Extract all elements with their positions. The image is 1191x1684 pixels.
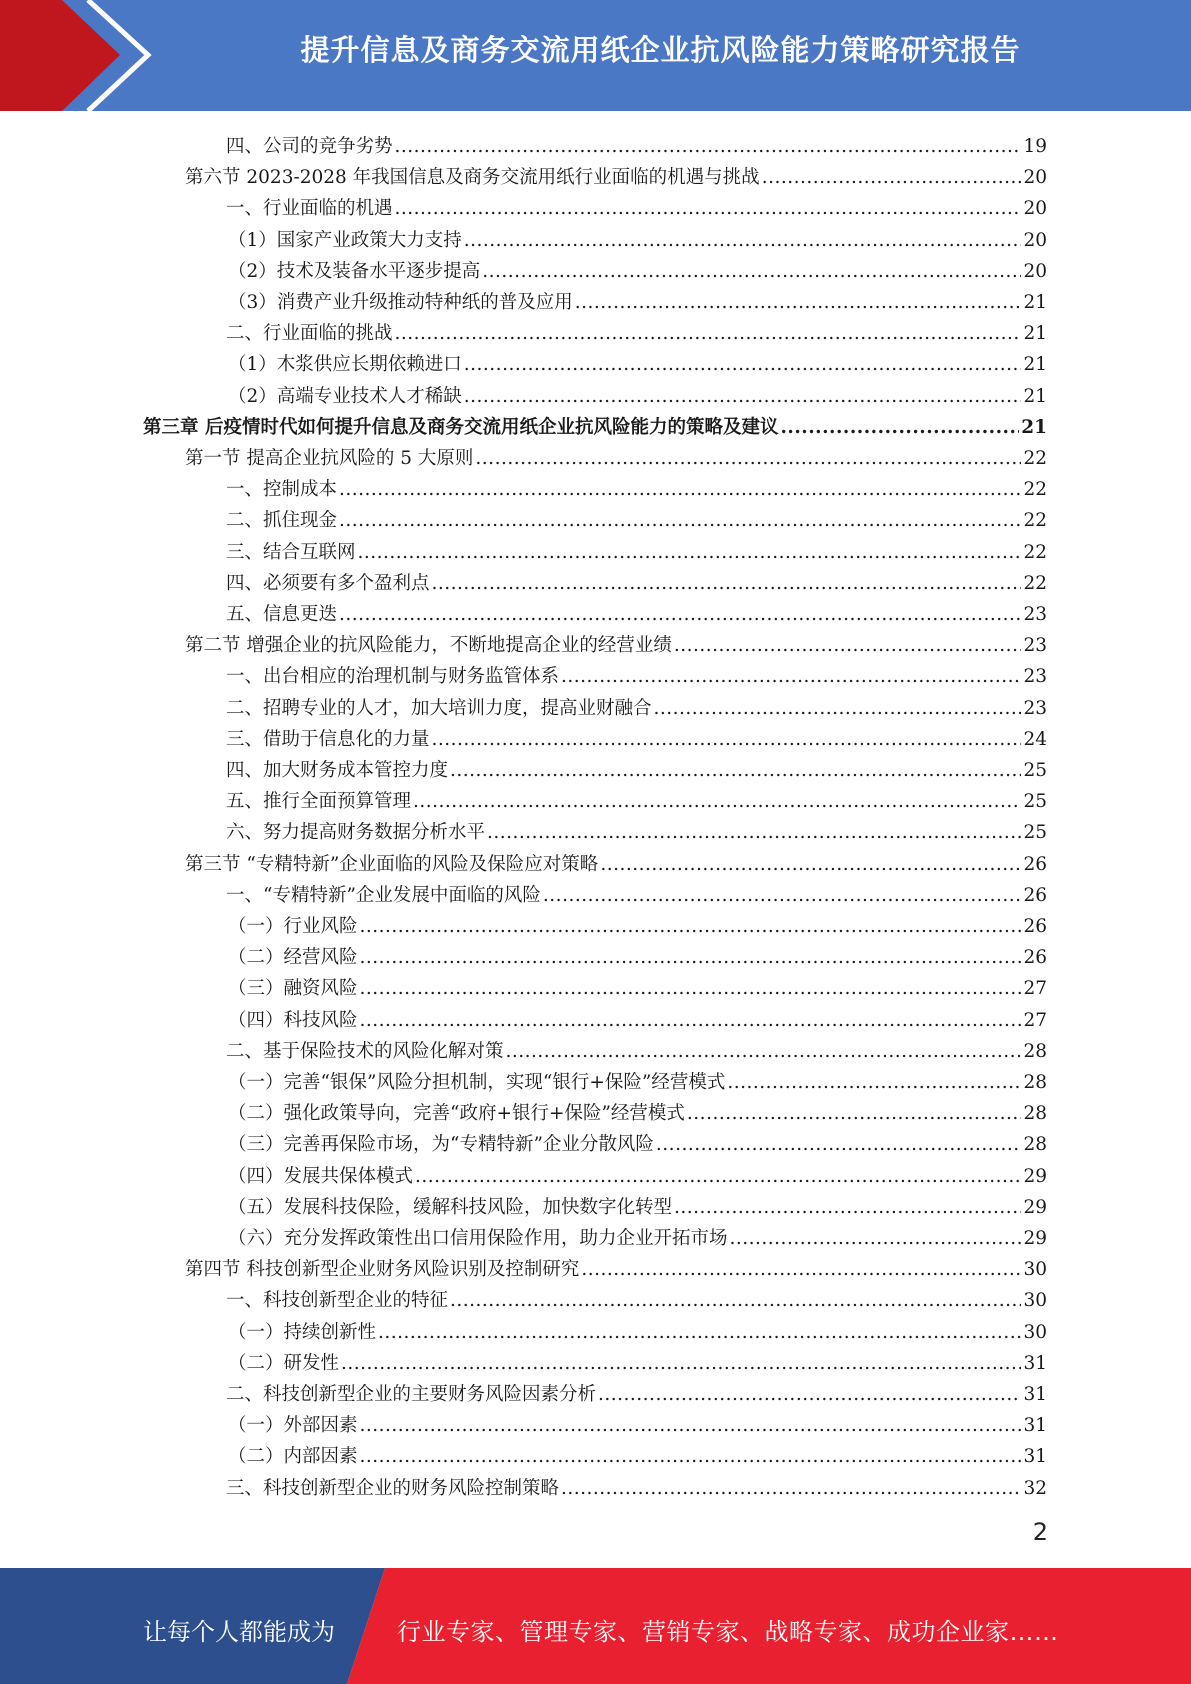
toc-entry[interactable]	[226, 190, 1047, 221]
toc-dot-leader	[487, 821, 1021, 845]
toc-entry-page: 22	[1023, 479, 1047, 501]
toc-entry-page: 32	[1023, 1477, 1047, 1499]
toc-dot-leader	[339, 603, 1021, 627]
toc-entry-page: 28	[1023, 1072, 1047, 1093]
toc-entry-page: 28	[1023, 1040, 1047, 1062]
toc-entry-title: 第一节 提高企业抗风险的 5 大原则	[185, 448, 474, 469]
toc-entry-page: 27	[1023, 1009, 1047, 1031]
toc-entry-page: 30	[1023, 1290, 1047, 1312]
toc-dot-leader	[413, 790, 1021, 814]
toc-entry[interactable]	[226, 1376, 1047, 1407]
toc-entry-page: 31	[1023, 1352, 1047, 1374]
toc-entry[interactable]	[228, 1438, 1047, 1469]
toc-entry[interactable]	[228, 1095, 1047, 1126]
toc-entry[interactable]	[226, 502, 1047, 533]
toc-entry-title: （五）发展科技保险，缓解科技风险，加快数字化转型	[228, 1196, 673, 1218]
toc-dot-leader	[687, 1102, 1022, 1126]
toc-entry[interactable]	[228, 1158, 1047, 1189]
toc-entry-page: 25	[1023, 760, 1047, 781]
toc-entry-page: 19	[1023, 136, 1047, 157]
toc-dot-leader	[600, 853, 1021, 877]
toc-entry-title: 二、科技创新型企业的主要财务风险因素分析	[226, 1384, 597, 1405]
toc-entry-page: 30	[1023, 1321, 1047, 1343]
toc-entry-page: 21	[1021, 416, 1047, 438]
toc-entry-title: （1）国家产业政策大力支持	[228, 229, 462, 251]
toc-entry-title: （2）高端专业技术人才稀缺	[228, 385, 462, 407]
toc-entry-page: 28	[1023, 1103, 1047, 1125]
toc-dot-leader	[432, 572, 1022, 596]
toc-entry-title: 第六节 2023-2028 年我国信息及商务交流用纸行业面临的机遇与挑战	[185, 167, 760, 189]
toc-entry-title: 二、招聘专业的人才，加大培训力度，提高业财融合	[226, 697, 652, 719]
toc-entry[interactable]	[228, 1002, 1047, 1033]
toc-entry-title: （一）行业风险	[228, 916, 358, 937]
toc-entry[interactable]	[226, 877, 1047, 908]
toc-dot-leader	[730, 1227, 1022, 1251]
toc-dot-leader	[395, 135, 1022, 159]
toc-entry-page: 31	[1023, 1415, 1047, 1437]
toc-entry-page: 20	[1023, 167, 1047, 189]
toc-entry-page: 23	[1023, 635, 1047, 657]
toc-entry-title: 一、行业面临的机遇	[226, 198, 393, 220]
toc-entry-page: 23	[1023, 604, 1047, 625]
footer-banner	[0, 1568, 1191, 1684]
toc-entry-title: 四、公司的竞争劣势	[226, 136, 393, 157]
toc-entry-title: （二）强化政策导向，完善“政府+银行+保险”经营模式	[228, 1103, 685, 1125]
page-number: 2	[1032, 1518, 1048, 1546]
toc-dot-leader	[395, 197, 1022, 221]
toc-entry[interactable]	[228, 1126, 1047, 1157]
toc-entry-title: 一、出台相应的治理机制与财务监管体系	[226, 666, 560, 688]
toc-dot-leader	[575, 291, 1022, 315]
toc-entry-title: （一）完善“银保”风险分担机制，实现“银行+保险”经营模式	[228, 1072, 726, 1093]
toc-entry-page: 26	[1023, 916, 1047, 937]
toc-dot-leader	[506, 1040, 1022, 1064]
toc-dot-leader	[464, 385, 1022, 409]
toc-entry[interactable]	[226, 814, 1047, 845]
toc-dot-leader	[561, 1477, 1021, 1501]
toc-entry-page: 20	[1023, 198, 1047, 220]
toc-entry-page: 22	[1023, 448, 1047, 469]
toc-dot-leader	[780, 416, 1019, 440]
toc-entry[interactable]	[226, 128, 1047, 159]
toc-entry[interactable]	[226, 471, 1047, 502]
toc-entry[interactable]	[226, 721, 1047, 752]
toc-entry-page: 22	[1023, 572, 1047, 594]
toc-entry-page: 29	[1023, 1196, 1047, 1218]
toc-dot-leader	[339, 478, 1021, 502]
toc-entry[interactable]	[185, 159, 1047, 190]
toc-dot-leader	[378, 1321, 1021, 1345]
toc-entry[interactable]	[228, 939, 1047, 970]
toc-entry-title: 二、基于保险技术的风险化解对策	[226, 1040, 504, 1062]
toc-entry[interactable]	[228, 1189, 1047, 1220]
toc-entry-title: （四）发展共保体模式	[228, 1165, 414, 1187]
toc-entry-title: （一）持续创新性	[228, 1321, 377, 1343]
toc-entry-title: 三、科技创新型企业的财务风险控制策略	[226, 1477, 560, 1499]
toc-dot-leader	[360, 915, 1022, 939]
toc-entry-page: 26	[1023, 947, 1047, 969]
toc-entry[interactable]	[228, 222, 1047, 253]
toc-dot-leader	[581, 1258, 1021, 1282]
toc-dot-leader	[561, 665, 1021, 689]
toc-entry[interactable]	[226, 565, 1047, 596]
toc-entry[interactable]	[228, 253, 1047, 284]
toc-dot-leader	[762, 166, 1022, 190]
toc-dot-leader	[656, 1133, 1022, 1157]
toc-entry-title: （三）完善再保险市场，为“专精特新”企业分散风险	[228, 1134, 654, 1156]
toc-entry-page: 21	[1023, 354, 1047, 376]
toc-entry-title: 第二节 增强企业的抗风险能力，不断地提高企业的经营业绩	[185, 635, 672, 657]
toc-entry-title: 五、信息更迭	[226, 604, 338, 625]
toc-entry[interactable]	[228, 908, 1047, 939]
toc-entry-title: （二）研发性	[228, 1352, 340, 1374]
toc-entry[interactable]	[228, 1220, 1047, 1251]
toc-dot-leader	[395, 322, 1022, 346]
toc-dot-leader	[654, 697, 1022, 721]
toc-entry[interactable]	[228, 1064, 1047, 1095]
toc-entry-title: （四）科技风险	[228, 1009, 358, 1031]
toc-entry-page: 24	[1023, 728, 1047, 750]
toc-entry-page: 21	[1023, 292, 1047, 313]
toc-entry[interactable]	[185, 1251, 1047, 1282]
toc-dot-leader	[339, 509, 1021, 533]
footer-slogan-left: 让每个人都能成为	[143, 1618, 335, 1646]
toc-dot-leader	[360, 1009, 1022, 1033]
toc-dot-leader	[543, 884, 1022, 908]
toc-entry-title: 第三章 后疫情时代如何提升信息及商务交流用纸企业抗风险能力的策略及建议	[143, 416, 779, 438]
toc-entry-page: 25	[1023, 822, 1047, 844]
toc-entry-page: 26	[1023, 853, 1047, 875]
toc-dot-leader	[674, 1196, 1021, 1220]
toc-dot-leader	[475, 447, 1021, 471]
toc-dot-leader	[360, 977, 1022, 1001]
toc-dot-leader	[482, 260, 1021, 284]
toc-entry-title: 五、推行全面预算管理	[226, 791, 412, 813]
toc-entry-title: （二）内部因素	[228, 1446, 358, 1468]
toc-entry-title: 第四节 科技创新型企业财务风险识别及控制研究	[185, 1259, 580, 1281]
toc-entry-page: 26	[1023, 884, 1047, 906]
toc-entry-page: 21	[1023, 385, 1047, 407]
toc-entry-page: 22	[1023, 510, 1047, 532]
toc-entry-title: （2）技术及装备水平逐步提高	[228, 260, 481, 282]
toc-entry-title: （三）融资风险	[228, 978, 358, 1000]
toc-entry-page: 28	[1023, 1134, 1047, 1156]
toc-entry-title: 一、“专精特新”企业发展中面临的风险	[226, 884, 541, 906]
report-title: 提升信息及商务交流用纸企业抗风险能力策略研究报告	[300, 33, 1021, 67]
toc-entry-page: 25	[1023, 791, 1047, 813]
toc-entry[interactable]	[226, 752, 1047, 783]
toc-dot-leader	[358, 541, 1022, 565]
toc-entry-page: 20	[1023, 260, 1047, 282]
toc-entry-page: 21	[1023, 323, 1047, 345]
toc-entry-title: （二）经营风险	[228, 947, 358, 969]
toc-entry[interactable]	[226, 1282, 1047, 1313]
toc-entry-page: 20	[1023, 229, 1047, 251]
toc-entry-page: 23	[1023, 697, 1047, 719]
toc-entry-title: （一）外部因素	[228, 1415, 358, 1437]
toc-entry[interactable]	[226, 596, 1047, 627]
toc-entry-page: 23	[1023, 666, 1047, 688]
toc-entry[interactable]	[228, 378, 1047, 409]
toc-entry[interactable]	[185, 440, 1047, 471]
toc-entry-title: 第三节 “专精特新”企业面临的风险及保险应对策略	[185, 853, 599, 875]
toc-entry[interactable]	[226, 315, 1047, 346]
toc-entry-title: 四、必须要有多个盈利点	[226, 572, 430, 594]
toc-entry-title: 二、行业面临的挑战	[226, 323, 393, 345]
toc-dot-leader	[415, 1165, 1021, 1189]
toc-entry[interactable]	[228, 1407, 1047, 1438]
toc-dot-leader	[464, 353, 1022, 377]
toc-entry[interactable]	[185, 627, 1047, 658]
toc-entry-page: 29	[1023, 1165, 1047, 1187]
toc-entry-title: （3）消费产业升级推动特种纸的普及应用	[228, 292, 573, 313]
toc-entry-page: 30	[1023, 1259, 1047, 1281]
toc-entry-title: 三、结合互联网	[226, 541, 356, 563]
toc-dot-leader	[341, 1352, 1021, 1376]
toc-entry[interactable]	[226, 690, 1047, 721]
toc-entry-title: 四、加大财务成本管控力度	[226, 760, 449, 781]
toc-dot-leader	[598, 1383, 1021, 1407]
toc-entry[interactable]	[226, 783, 1047, 814]
toc-dot-leader	[727, 1071, 1021, 1095]
toc-dot-leader	[450, 1289, 1021, 1313]
toc-entry-title: （1）木浆供应长期依赖进口	[228, 354, 462, 376]
toc-entry[interactable]	[228, 284, 1047, 315]
toc-entry[interactable]	[228, 1345, 1047, 1376]
header-banner	[0, 0, 1191, 111]
toc-dot-leader	[450, 759, 1021, 783]
toc-entry-title: 一、控制成本	[226, 479, 338, 501]
toc-dot-leader	[360, 946, 1022, 970]
toc-entry-title: 六、努力提高财务数据分析水平	[226, 822, 486, 844]
toc-entry[interactable]	[226, 1470, 1047, 1501]
toc-dot-leader	[360, 1414, 1022, 1438]
toc-entry-title: （六）充分发挥政策性出口信用保险作用，助力企业开拓市场	[228, 1228, 728, 1249]
toc-dot-leader	[432, 728, 1022, 752]
toc-entry-page: 29	[1023, 1228, 1047, 1249]
toc-entry[interactable]	[226, 1033, 1047, 1064]
toc-entry[interactable]	[143, 409, 1047, 440]
toc-entry-title: 二、抓住现金	[226, 510, 338, 532]
toc-dot-leader	[464, 229, 1022, 253]
toc-entry-title: 一、科技创新型企业的特征	[226, 1290, 449, 1312]
toc-entry[interactable]	[185, 846, 1047, 877]
toc-entry-title: 三、借助于信息化的力量	[226, 728, 430, 750]
toc-entry[interactable]	[228, 970, 1047, 1001]
toc-entry[interactable]	[228, 346, 1047, 377]
toc-dot-leader	[360, 1445, 1022, 1469]
toc-entry-page: 31	[1023, 1446, 1047, 1468]
toc-entry-page: 22	[1023, 541, 1047, 563]
toc-entry[interactable]	[228, 1314, 1047, 1345]
toc-entry-page: 31	[1023, 1384, 1047, 1405]
toc-entry[interactable]	[226, 658, 1047, 689]
footer-slogan-right: 行业专家、管理专家、营销专家、战略专家、成功企业家……	[397, 1618, 1059, 1646]
toc-entry[interactable]	[226, 534, 1047, 565]
toc-entry-page: 27	[1023, 978, 1047, 1000]
toc-dot-leader	[674, 634, 1022, 658]
